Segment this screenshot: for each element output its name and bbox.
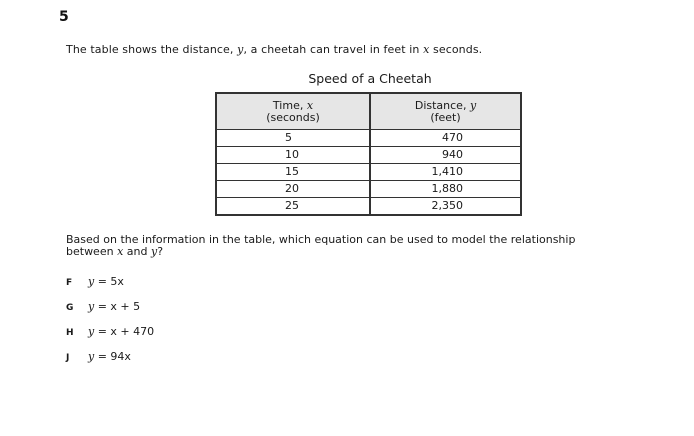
table-caption: Speed of a Cheetah — [308, 71, 432, 86]
table-row — [216, 147, 521, 164]
cell-distance: 1,880 — [370, 181, 521, 198]
cell-time: 5 — [216, 130, 370, 147]
cell-distance: 470 — [370, 130, 521, 147]
header-time: Time, x (seconds) — [216, 93, 370, 130]
choice-j[interactable]: J y = 94x — [66, 350, 131, 363]
cell-time: 25 — [216, 198, 370, 216]
choice-f[interactable]: F y = 5x — [66, 275, 124, 288]
stem-var-y: y — [237, 43, 244, 56]
choice-letter: H — [66, 328, 74, 338]
question-prompt: Based on the information in the table, which equation can be used to model the relationship between x and y? — [66, 233, 576, 258]
cell-distance: 1,410 — [370, 164, 521, 181]
stem-text-2: , a cheetah can travel in feet in — [243, 43, 424, 56]
choice-h[interactable]: H y = x + 470 — [66, 325, 155, 338]
choice-letter: G — [66, 303, 74, 313]
choice-g[interactable]: G y = x + 5 — [66, 300, 141, 313]
prompt-line-1: Based on the information in the table, which equation can be used to model the relationship — [66, 233, 576, 246]
choice-equation: = 5x — [94, 275, 124, 288]
stem-text-3: seconds. — [429, 43, 483, 56]
table-row — [216, 181, 521, 198]
choice-letter: J — [66, 353, 70, 363]
cell-time: 15 — [216, 164, 370, 181]
stem-var-x: x — [423, 43, 430, 56]
table-row — [216, 164, 521, 181]
header-distance: Distance, y (feet) — [370, 93, 521, 130]
choice-equation: = x + 470 — [94, 325, 155, 338]
choice-equation: = x + 5 — [94, 300, 141, 313]
table-row — [216, 198, 521, 216]
choice-equation: = 94x — [94, 350, 131, 363]
cell-distance: 940 — [370, 147, 521, 164]
cell-distance: 2,350 — [370, 198, 521, 216]
table-row — [216, 130, 521, 147]
question-number: 5 — [59, 9, 69, 25]
table-header-row — [216, 93, 521, 130]
question-stem — [66, 43, 482, 56]
cell-time: 20 — [216, 181, 370, 198]
choice-letter: F — [66, 278, 73, 288]
stem-text-1: The table shows the distance, — [66, 43, 238, 56]
cell-time: 10 — [216, 147, 370, 164]
cheetah-speed-table — [215, 92, 522, 216]
